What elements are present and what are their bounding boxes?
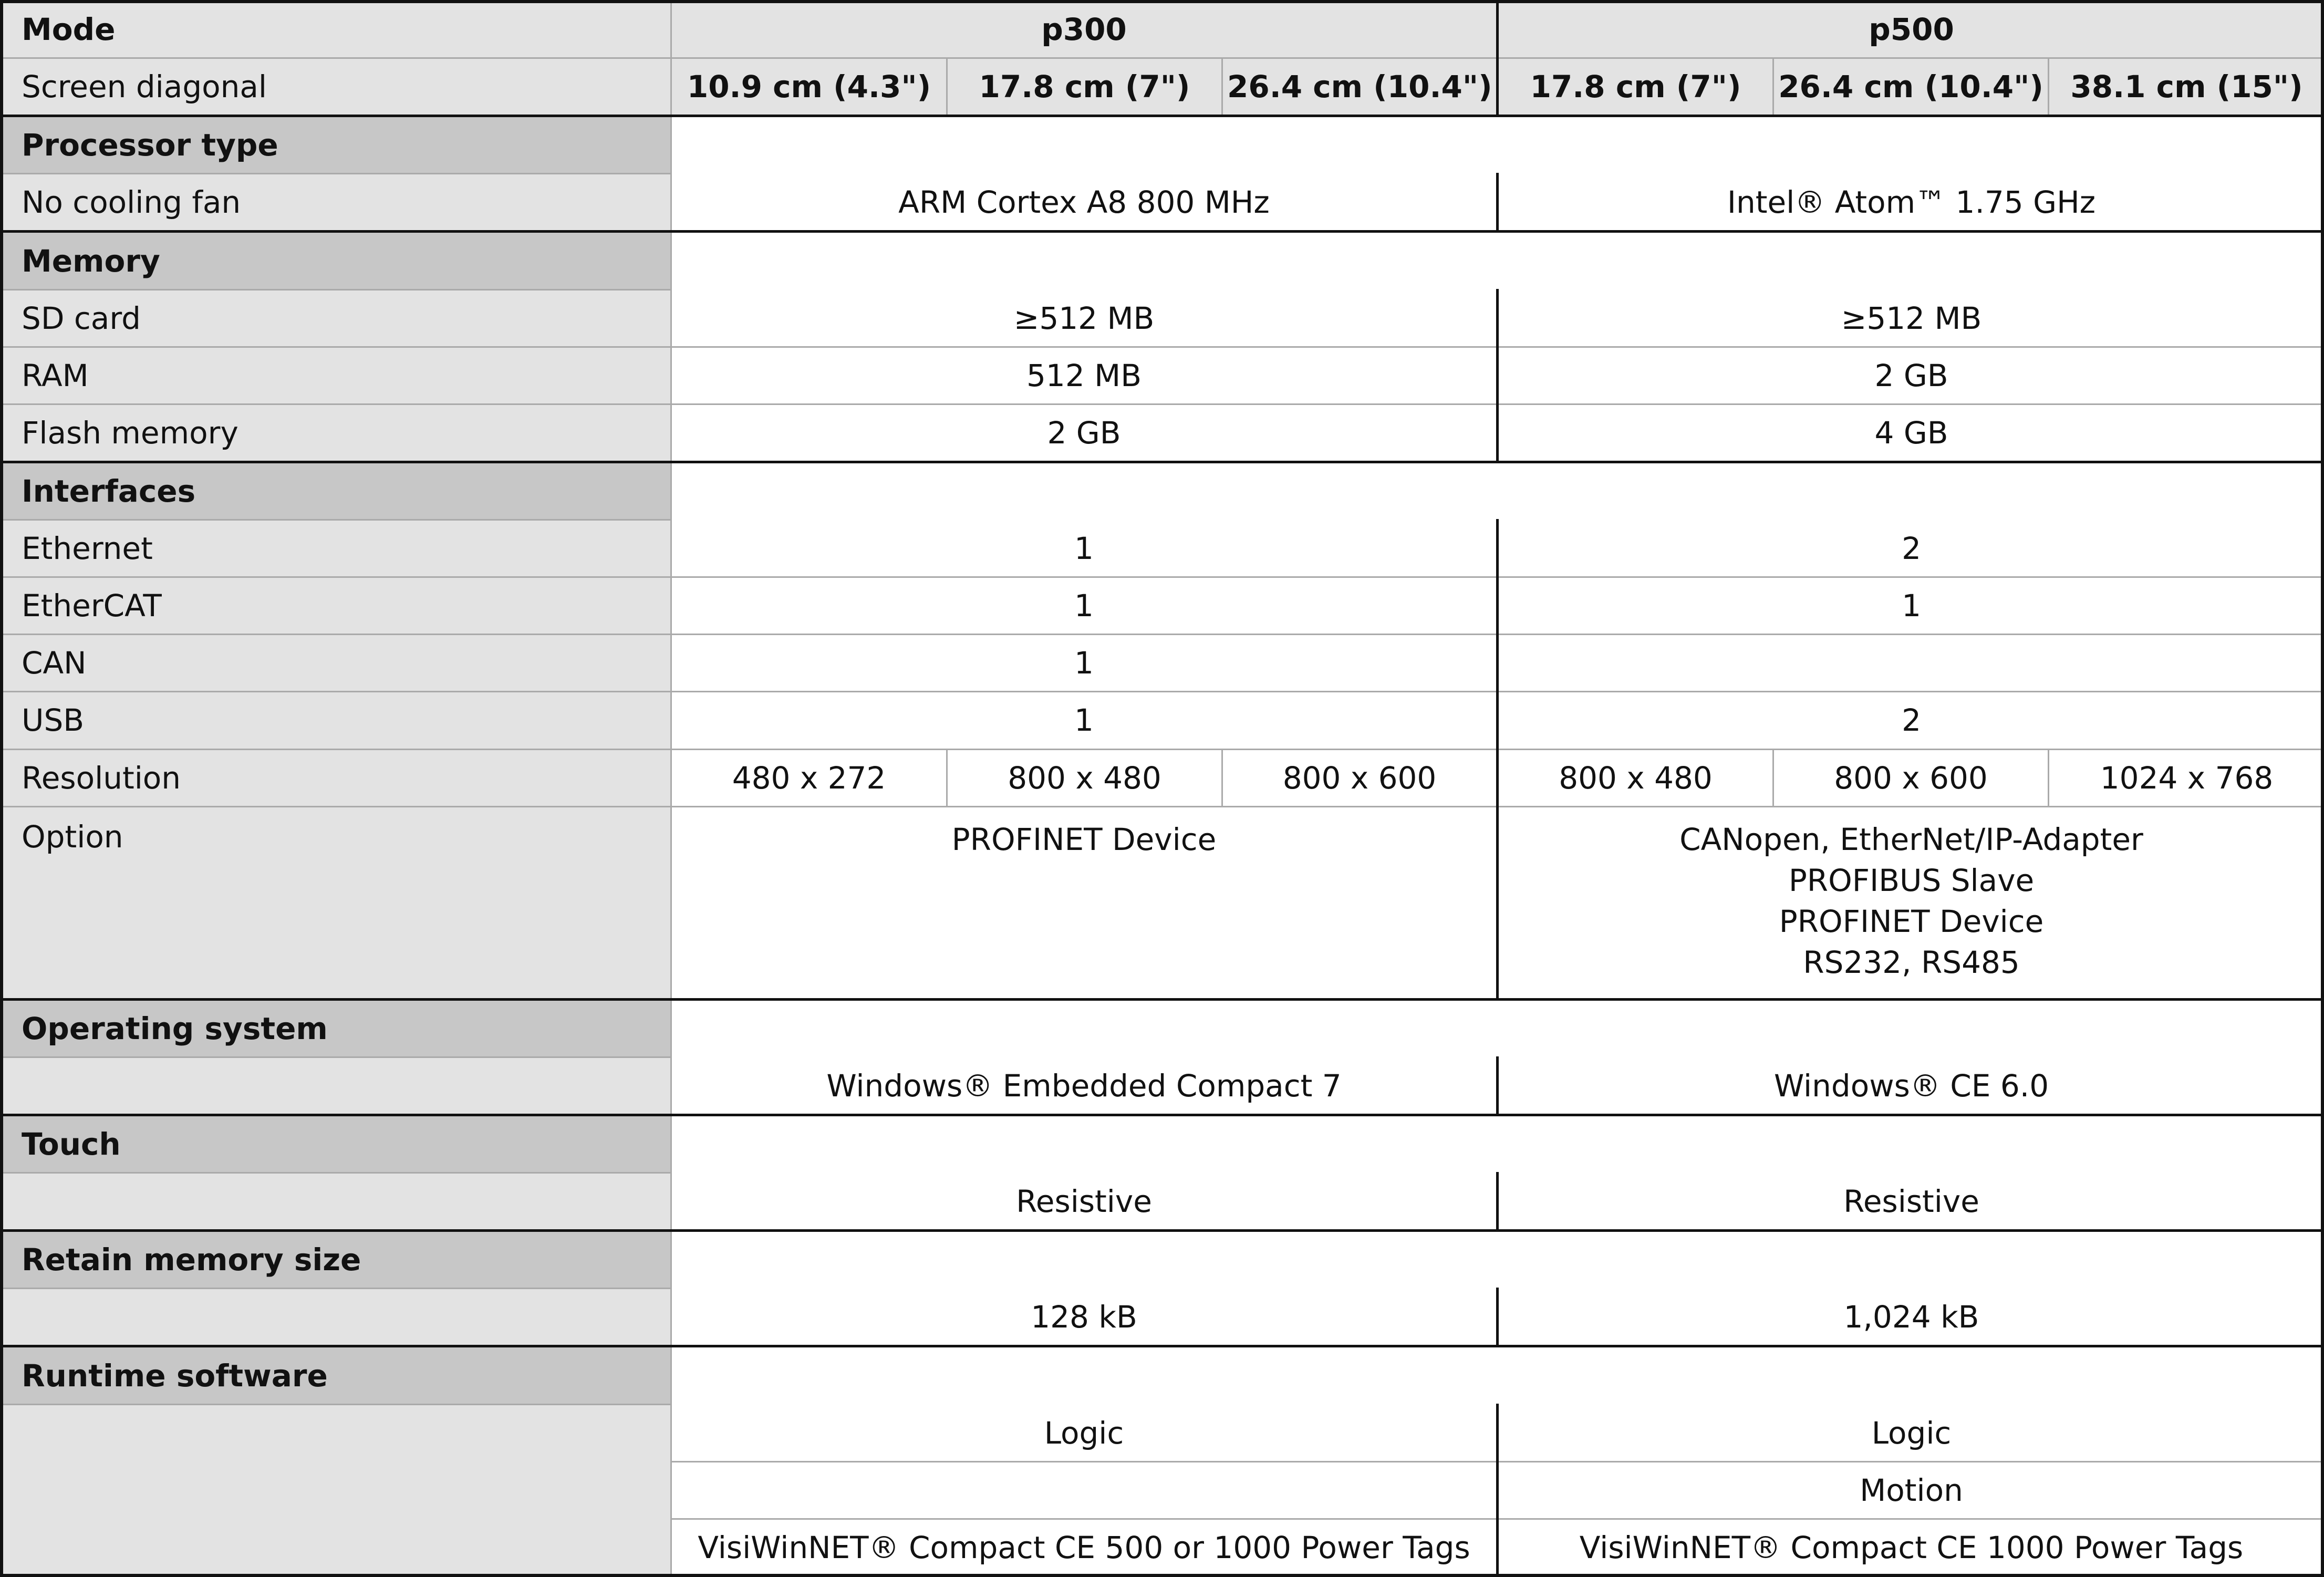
row-label-ram: RAM <box>1 347 671 404</box>
section-spacer <box>671 116 2324 174</box>
table-row <box>1 806 2324 999</box>
section-heading-runtime: Runtime software <box>1 1346 671 1404</box>
value-p300: 1 <box>671 520 1498 577</box>
header-row-mode <box>1 1 2324 58</box>
table-row <box>1 1057 2324 1115</box>
section-row-retain <box>1 1231 2324 1289</box>
section-heading-processor: Processor type <box>1 116 671 174</box>
option-list-p500 <box>1498 806 2324 999</box>
section-spacer <box>671 1346 2324 1404</box>
section-row-runtime <box>1 1346 2324 1404</box>
section-heading-retain: Retain memory size <box>1 1231 671 1289</box>
resolution-cell: 800 x 480 <box>947 749 1222 806</box>
section-heading-touch: Touch <box>1 1115 671 1173</box>
screen-size-cell: 26.4 cm (10.4") <box>1222 58 1498 116</box>
row-label-sd-card: SD card <box>1 289 671 347</box>
screen-size-cell: 10.9 cm (4.3") <box>671 58 947 116</box>
section-spacer <box>671 232 2324 289</box>
value-p300: 2 GB <box>671 404 1498 462</box>
row-label-cooling: No cooling fan <box>1 174 671 232</box>
option-item: PROFIBUS Slave <box>1788 862 2035 898</box>
option-item: PROFINET Device <box>1779 903 2044 939</box>
value-p500: 1,024 kB <box>1498 1289 2324 1346</box>
table-row <box>1 1173 2324 1231</box>
table-row <box>1 749 2324 806</box>
value-p300: 512 MB <box>671 347 1498 404</box>
value-p500: 2 GB <box>1498 347 2324 404</box>
value-p300: PROFINET Device <box>671 806 1498 999</box>
value-p300: ≥512 MB <box>671 289 1498 347</box>
value-p500: Motion <box>1498 1461 2324 1519</box>
value-p500: 2 <box>1498 520 2324 577</box>
model-p500-header: p500 <box>1498 1 2324 58</box>
value-p300: 1 <box>671 692 1498 749</box>
row-label-option: Option <box>1 806 671 999</box>
value-p300: Resistive <box>671 1173 1498 1231</box>
resolution-cell: 800 x 480 <box>1498 749 1773 806</box>
table-row <box>1 520 2324 577</box>
value-p300: Windows® Embedded Compact 7 <box>671 1057 1498 1115</box>
row-label-empty <box>1 1057 671 1115</box>
section-row-processor <box>1 116 2324 174</box>
row-label-empty <box>1 1289 671 1346</box>
row-label-can: CAN <box>1 635 671 692</box>
header-row-screen <box>1 58 2324 116</box>
row-label-ethercat: EtherCAT <box>1 577 671 635</box>
section-spacer <box>671 1231 2324 1289</box>
model-p300-header: p300 <box>671 1 1498 58</box>
value-p500: 1 <box>1498 577 2324 635</box>
table-row <box>1 289 2324 347</box>
value-p500: 2 <box>1498 692 2324 749</box>
table-row <box>1 577 2324 635</box>
screen-size-cell: 26.4 cm (10.4") <box>1773 58 2049 116</box>
table-row <box>1 174 2324 232</box>
section-row-interfaces <box>1 462 2324 520</box>
value-p500: Resistive <box>1498 1173 2324 1231</box>
value-p300: 128 kB <box>671 1289 1498 1346</box>
table-row <box>1 347 2324 404</box>
section-spacer <box>671 1115 2324 1173</box>
resolution-cell: 480 x 272 <box>671 749 947 806</box>
screen-diagonal-label: Screen diagonal <box>1 58 671 116</box>
resolution-cell: 800 x 600 <box>1222 749 1498 806</box>
value-p500: Logic <box>1498 1404 2324 1461</box>
option-item: CANopen, EtherNet/IP-Adapter <box>1679 821 2143 857</box>
section-heading-os: Operating system <box>1 999 671 1057</box>
mode-label: Mode <box>1 1 671 58</box>
value-p500: ≥512 MB <box>1498 289 2324 347</box>
screen-size-cell: 17.8 cm (7") <box>947 58 1222 116</box>
table-row <box>1 404 2324 462</box>
value-p500: VisiWinNET® Compact CE 1000 Power Tags <box>1498 1519 2324 1576</box>
option-item: RS232, RS485 <box>1803 944 2020 980</box>
section-spacer <box>671 462 2324 520</box>
value-p300: 1 <box>671 577 1498 635</box>
value-p300: VisiWinNET® Compact CE 500 or 1000 Power Tags <box>671 1519 1498 1576</box>
resolution-cell: 1024 x 768 <box>2049 749 2324 806</box>
row-label-usb: USB <box>1 692 671 749</box>
value-p500: Windows® CE 6.0 <box>1498 1057 2324 1115</box>
section-row-touch <box>1 1115 2324 1173</box>
table-row <box>1 635 2324 692</box>
row-label-flash: Flash memory <box>1 404 671 462</box>
row-label-empty <box>1 1404 671 1576</box>
value-p500 <box>1498 635 2324 692</box>
section-row-memory <box>1 232 2324 289</box>
screen-size-cell: 17.8 cm (7") <box>1498 58 1773 116</box>
table-row <box>1 1404 2324 1461</box>
section-heading-memory: Memory <box>1 232 671 289</box>
value-p500: 4 GB <box>1498 404 2324 462</box>
table-row <box>1 1289 2324 1346</box>
section-heading-interfaces: Interfaces <box>1 462 671 520</box>
value-p500: Intel® Atom™ 1.75 GHz <box>1498 174 2324 232</box>
screen-size-cell: 38.1 cm (15") <box>2049 58 2324 116</box>
value-p300: Logic <box>671 1404 1498 1461</box>
resolution-cell: 800 x 600 <box>1773 749 2049 806</box>
table-row <box>1 692 2324 749</box>
section-spacer <box>671 999 2324 1057</box>
section-row-os <box>1 999 2324 1057</box>
value-p300 <box>671 1461 1498 1519</box>
row-label-resolution: Resolution <box>1 749 671 806</box>
row-label-empty <box>1 1173 671 1231</box>
value-p300: 1 <box>671 635 1498 692</box>
row-label-ethernet: Ethernet <box>1 520 671 577</box>
value-p300: ARM Cortex A8 800 MHz <box>671 174 1498 232</box>
